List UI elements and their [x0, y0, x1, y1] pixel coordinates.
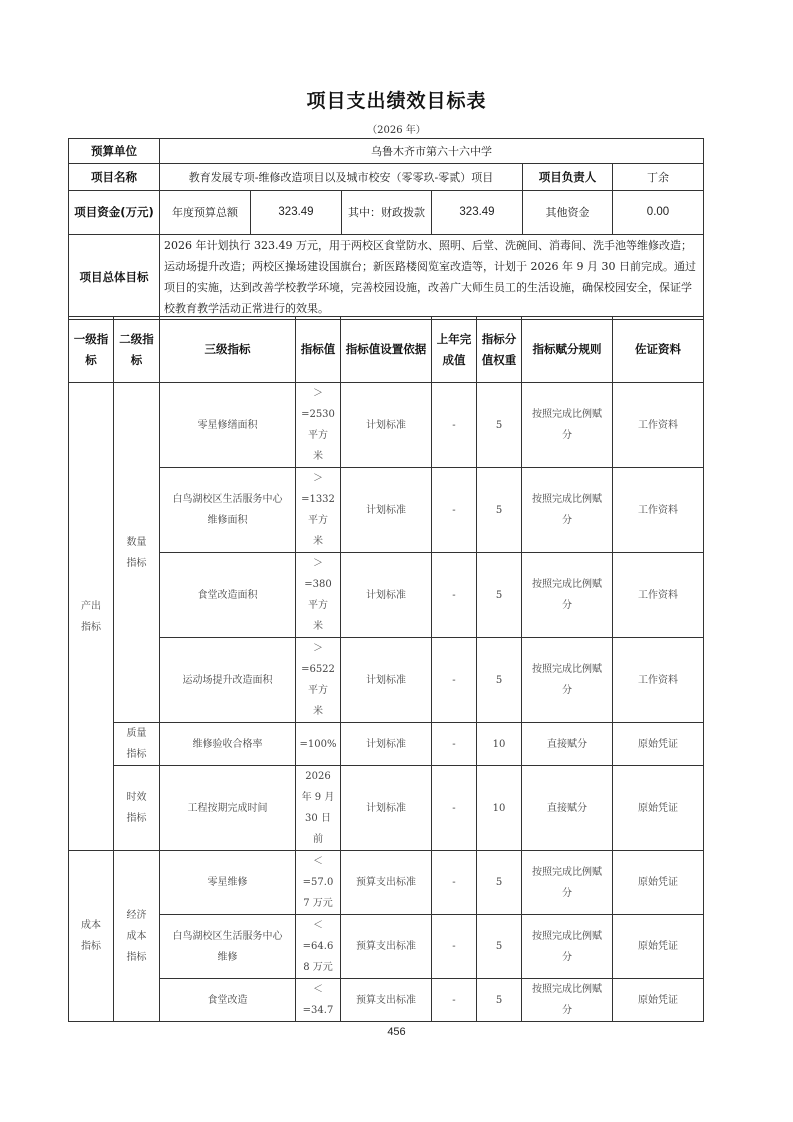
indicator-weight: 5 [477, 468, 522, 553]
indicator-basis: 计划标准 [341, 553, 432, 638]
scoring-rule: 按照完成比例赋分 [522, 979, 613, 1022]
indicator-value-line: ＞ [313, 558, 323, 569]
scoring-rule: 按照完成比例赋分 [522, 851, 613, 915]
indicator-basis: 计划标准 [341, 468, 432, 553]
indicator-value-line: 8 万元 [303, 962, 333, 973]
indicator-value-line: =6522 [301, 664, 335, 675]
level3-indicator: 食堂改造面积 [160, 553, 296, 638]
project-leader-value: 丁余 [613, 164, 704, 191]
indicator-value-line: 前 [313, 834, 323, 845]
indicator-value-line: 年 9 月 [301, 792, 335, 803]
indicator-row [69, 851, 704, 915]
indicator-value-line: ＞ [313, 643, 323, 654]
level3-indicator: 零星修缮面积 [160, 383, 296, 468]
level2-indicator: 数量指标 [114, 383, 160, 723]
evidence: 原始凭证 [613, 723, 704, 766]
indicator-value-line: ＜ [313, 984, 323, 995]
year-label: （2026 年） [367, 125, 426, 136]
indicator-value [296, 383, 341, 468]
budget-unit-label: 预算单位 [69, 139, 160, 164]
indicator-value [296, 979, 341, 1022]
indicator-value-line: 米 [313, 536, 323, 547]
indicator-value-line: 平方 [308, 515, 328, 526]
indicator-value-line: =64.6 [302, 941, 334, 952]
indicator-row [69, 468, 704, 553]
indicator-basis: 计划标准 [341, 383, 432, 468]
indicator-basis: 计划标准 [341, 766, 432, 851]
indicator-value-line: ＞ [313, 388, 323, 399]
page-number: 456 [387, 1026, 406, 1038]
indicator-value-line: =380 [304, 579, 332, 590]
last-year-value: - [432, 468, 477, 553]
indicator-value-line: ＞ [313, 473, 323, 484]
scoring-rule: 按照完成比例赋分 [522, 915, 613, 979]
header-basis: 指标值设置依据 [341, 317, 432, 383]
indicator-value [296, 851, 341, 915]
project-name-label: 项目名称 [69, 164, 160, 191]
indicator-weight: 5 [477, 915, 522, 979]
budget-unit-value: 乌鲁木齐市第六十六中学 [160, 139, 704, 164]
level2-indicator: 经济成本指标 [114, 851, 160, 1022]
indicator-basis: 预算支出标准 [341, 915, 432, 979]
indicator-value [296, 468, 341, 553]
indicator-value [296, 723, 341, 766]
level3-indicator: 维修验收合格率 [160, 723, 296, 766]
level3-indicator: 运动场提升改造面积 [160, 638, 296, 723]
indicator-value-line: 平方 [308, 685, 328, 696]
last-year-value: - [432, 553, 477, 638]
last-year-value: - [432, 915, 477, 979]
level3-indicator: 工程按期完成时间 [160, 766, 296, 851]
indicator-weight: 5 [477, 638, 522, 723]
evidence: 工作资料 [613, 553, 704, 638]
indicator-row [69, 723, 704, 766]
indicator-value-line: 2026 [305, 771, 331, 782]
indicator-value [296, 638, 341, 723]
indicator-row [69, 979, 704, 1022]
indicator-value-line: 7 万元 [303, 898, 333, 909]
header-evidence: 佐证资料 [613, 317, 704, 383]
indicator-row [69, 638, 704, 723]
evidence: 原始凭证 [613, 979, 704, 1022]
header-last-year: 上年完成值 [432, 317, 477, 383]
level3-indicator: 白鸟湖校区生活服务中心维修面积 [160, 468, 296, 553]
header-value: 指标值 [296, 317, 341, 383]
indicator-value [296, 553, 341, 638]
indicator-value-line: 米 [313, 621, 323, 632]
evidence: 工作资料 [613, 638, 704, 723]
indicator-basis: 预算支出标准 [341, 851, 432, 915]
indicator-value-line: 平方 [308, 600, 328, 611]
annual-budget-label: 年度预算总额 [160, 191, 251, 235]
indicator-value-line: 米 [313, 451, 323, 462]
indicator-value-line: =1332 [301, 494, 335, 505]
level1-indicator: 产出指标 [69, 383, 114, 851]
indicator-weight: 5 [477, 553, 522, 638]
page-title: 项目支出绩效目标表 [306, 90, 487, 112]
level3-indicator: 食堂改造 [160, 979, 296, 1022]
indicator-weight: 10 [477, 723, 522, 766]
last-year-value: - [432, 979, 477, 1022]
scoring-rule: 直接赋分 [522, 723, 613, 766]
last-year-value: - [432, 638, 477, 723]
indicator-value-line: ＜ [313, 920, 323, 931]
header-level1: 一级指标 [69, 317, 114, 383]
level2-indicator: 质量指标 [114, 723, 160, 766]
project-leader-label: 项目负责人 [523, 164, 613, 191]
evidence: 工作资料 [613, 383, 704, 468]
project-name-value: 教育发展专项-维修改造项目以及城市校安（零零玖-零贰）项目 [160, 164, 523, 191]
header-row [69, 317, 704, 383]
indicator-value [296, 915, 341, 979]
scoring-rule: 直接赋分 [522, 766, 613, 851]
indicator-weight: 5 [477, 383, 522, 468]
evidence: 原始凭证 [613, 915, 704, 979]
indicator-row [69, 383, 704, 468]
indicator-row [69, 553, 704, 638]
last-year-value: - [432, 766, 477, 851]
indicator-value-line: 30 日 [305, 813, 331, 824]
level1-indicator: 成本指标 [69, 851, 114, 1022]
indicator-value-line: 平方 [308, 430, 328, 441]
indicator-basis: 计划标准 [341, 723, 432, 766]
indicator-value-line: =34.7 [302, 1005, 334, 1016]
other-funds-label: 其他资金 [523, 191, 613, 235]
indicator-weight: 10 [477, 766, 522, 851]
overall-goal-text: 2026 年计划执行 323.49 万元，用于两校区食堂防水、照明、后堂、洗碗间、消毒间、洗手池等维修改造；运动场提升改造；两校区操场建设国旗台；新医路楼阅览室改造等，计划于 2026 年 9 月 30 日前完成。通过项目的实施，达到改善学校教学环境，完善校园设施，改善广大师生员工的生活设施，确保校园安全，保证学校教育教学活动正常进行的效果。 [160, 235, 704, 320]
indicator-value-line: =2530 [301, 409, 335, 420]
evidence: 工作资料 [613, 468, 704, 553]
header-level3: 三级指标 [160, 317, 296, 383]
evidence: 原始凭证 [613, 766, 704, 851]
indicator-weight: 5 [477, 979, 522, 1022]
level3-indicator: 白鸟湖校区生活服务中心维修 [160, 915, 296, 979]
basic-info-table [68, 138, 704, 320]
indicator-value-line: =57.0 [302, 877, 334, 888]
indicator-row [69, 915, 704, 979]
last-year-value: - [432, 723, 477, 766]
scoring-rule: 按照完成比例赋分 [522, 638, 613, 723]
evidence: 原始凭证 [613, 851, 704, 915]
level2-indicator: 时效指标 [114, 766, 160, 851]
indicator-value-line: ＜ [313, 856, 323, 867]
scoring-rule: 按照完成比例赋分 [522, 468, 613, 553]
header-rule: 指标赋分规则 [522, 317, 613, 383]
indicator-value-line: =100% [299, 738, 337, 750]
indicator-basis: 计划标准 [341, 638, 432, 723]
indicator-weight: 5 [477, 851, 522, 915]
overall-goal-label: 项目总体目标 [69, 235, 160, 320]
indicator-value [296, 766, 341, 851]
other-funds-value: 0.00 [613, 191, 704, 235]
last-year-value: - [432, 383, 477, 468]
fiscal-value: 323.49 [432, 191, 523, 235]
fiscal-label: 其中：财政拨款 [342, 191, 432, 235]
indicator-row [69, 766, 704, 851]
header-weight: 指标分值权重 [477, 317, 522, 383]
header-level2: 二级指标 [114, 317, 160, 383]
indicator-basis: 预算支出标准 [341, 979, 432, 1022]
indicator-table [68, 316, 704, 1022]
annual-budget-value: 323.49 [251, 191, 342, 235]
scoring-rule: 按照完成比例赋分 [522, 383, 613, 468]
indicator-value-line: 米 [313, 706, 323, 717]
level3-indicator: 零星维修 [160, 851, 296, 915]
last-year-value: - [432, 851, 477, 915]
scoring-rule: 按照完成比例赋分 [522, 553, 613, 638]
funds-label: 项目资金(万元) [69, 191, 160, 235]
